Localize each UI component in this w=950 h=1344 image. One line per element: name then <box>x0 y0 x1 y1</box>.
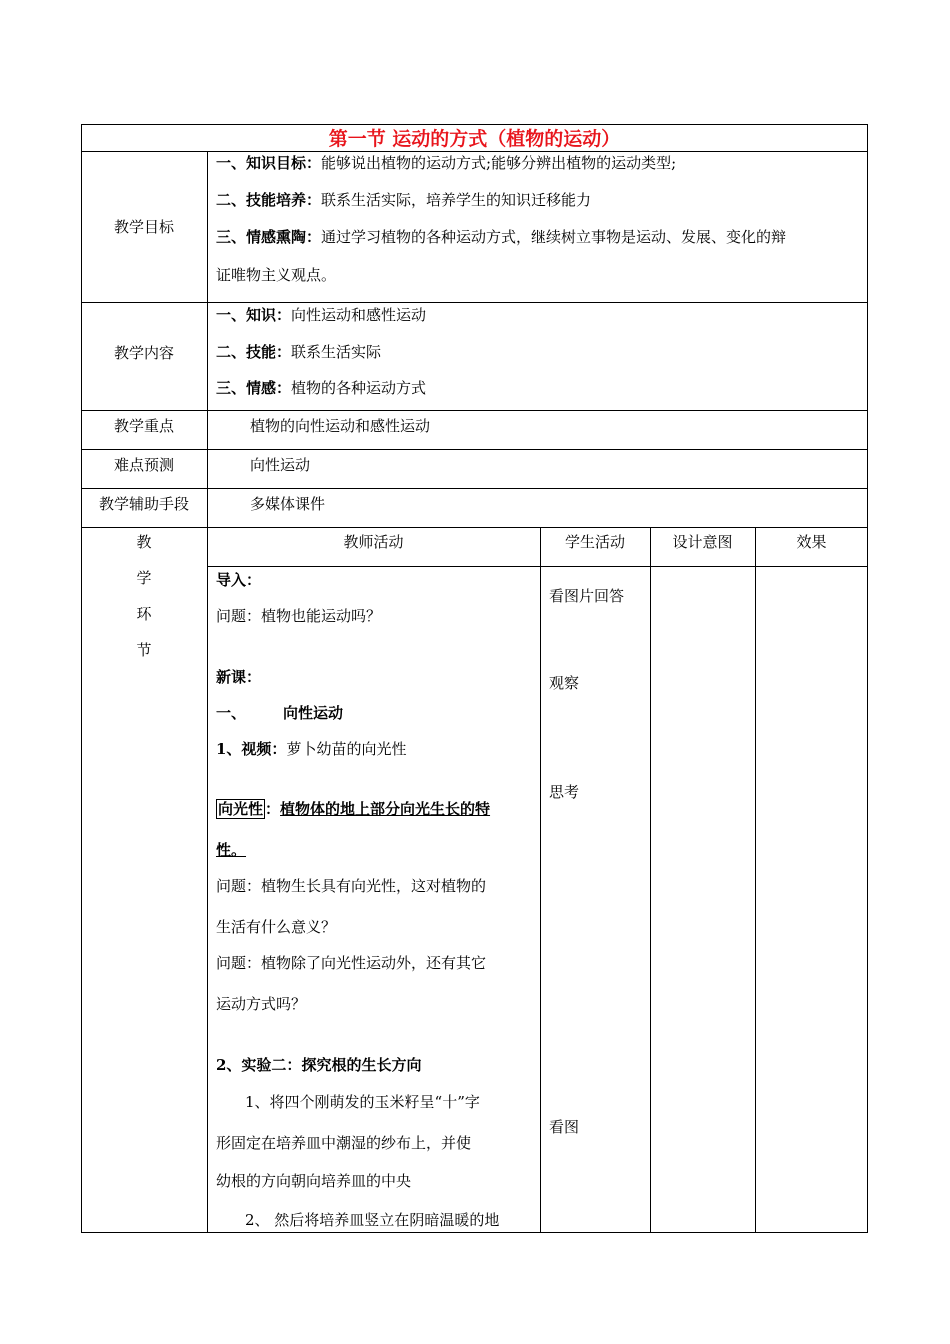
process-label-char: 教 <box>136 533 152 551</box>
content-knowledge-text: 向性运动和感性运动 <box>291 306 427 324</box>
objective-emotion-head: 三、情感熏陶： <box>216 228 322 246</box>
lesson-plan-table <box>81 124 868 1233</box>
row-divider <box>81 527 868 528</box>
process-label-char: 环 <box>136 605 152 623</box>
page-title: 第一节 运动的方式（植物的运动） <box>328 128 621 150</box>
column-divider <box>540 527 541 1233</box>
row-divider <box>81 449 868 450</box>
row-divider <box>81 302 868 303</box>
objective-skill-head: 二、技能培养： <box>216 191 322 209</box>
objective-skill <box>216 190 591 210</box>
objective-knowledge-head: 一、知识目标： <box>216 154 322 172</box>
content-skill-head: 二、技能： <box>216 343 292 361</box>
student-activity: 看图 <box>549 1118 580 1136</box>
student-activity: 观察 <box>549 674 580 692</box>
content-emotion-head: 三、情感： <box>216 379 292 397</box>
objective-emotion-text: 通过学习植物的各种运动方式，继续树立事物是运动、发展、变化的辩 <box>321 228 787 246</box>
content-skill-text: 联系生活实际 <box>291 343 382 361</box>
effect-header: 效果 <box>796 533 827 551</box>
column-divider <box>207 151 208 1233</box>
aids-label: 教学辅助手段 <box>98 495 189 513</box>
definition-term: 向光性 <box>218 800 264 818</box>
objective-skill-text: 联系生活实际，培养学生的知识迁移能力 <box>321 191 592 209</box>
content-skill <box>216 342 381 362</box>
experiment-heading: 2、实验二：探究根的生长方向 <box>216 1056 422 1074</box>
content-emotion-text: 植物的各种运动方式 <box>291 379 427 397</box>
content-emotion <box>216 378 426 398</box>
aids-value: 多媒体课件 <box>250 495 326 513</box>
student-activity-header: 学生活动 <box>564 533 625 551</box>
student-activity: 思考 <box>549 783 580 801</box>
objective-knowledge <box>216 153 676 173</box>
teacher-activity-header: 教师活动 <box>343 533 404 551</box>
question-line: 运动方式吗？ <box>216 995 307 1013</box>
process-label-char: 学 <box>136 569 152 587</box>
objectives-label: 教学目标 <box>113 218 174 236</box>
question-line: 问题：植物生长具有向光性，这对植物的 <box>216 877 487 895</box>
objective-emotion-continued: 证唯物主义观点。 <box>216 266 337 284</box>
key-point-label: 教学重点 <box>113 417 174 435</box>
video-line <box>216 739 406 759</box>
process-label-char: 节 <box>136 641 152 659</box>
section-number: 一、 <box>216 704 247 722</box>
key-point-value: 植物的向性运动和感性运动 <box>250 417 431 435</box>
question-line: 生活有什么意义？ <box>216 918 337 936</box>
content-knowledge-head: 一、知识： <box>216 306 292 324</box>
definition-text: 植物体的地上部分向光生长的特 <box>280 800 491 818</box>
content-knowledge <box>216 305 426 325</box>
intro-heading: 导入： <box>216 571 262 589</box>
design-intent-header: 设计意图 <box>672 533 733 551</box>
section-title: 向性运动 <box>283 704 344 722</box>
objective-emotion <box>216 227 786 247</box>
row-divider <box>81 151 868 152</box>
row-divider <box>81 488 868 489</box>
experiment-step: 幼根的方向朝向培养皿的中央 <box>216 1172 412 1190</box>
experiment-step: 2、 然后将培养皿竖立在阴暗温暖的地 <box>245 1211 500 1229</box>
question-line: 问题：植物除了向光性运动外，还有其它 <box>216 954 487 972</box>
definition-colon: ： <box>265 800 281 818</box>
difficulty-label: 难点预测 <box>113 456 174 474</box>
column-divider <box>650 527 651 1233</box>
objective-knowledge-text: 能够说出植物的运动方式;能够分辨出植物的运动类型; <box>321 154 677 172</box>
intro-question: 问题：植物也能运动吗？ <box>216 607 382 625</box>
video-heading: 1、视频： <box>216 740 287 758</box>
experiment-step: 形固定在培养皿中潮湿的纱布上，并使 <box>216 1134 472 1152</box>
row-divider <box>207 566 868 567</box>
experiment-step: 1、将四个刚萌发的玉米籽呈“十”字 <box>245 1093 480 1111</box>
definition-line <box>216 799 490 819</box>
difficulty-value: 向性运动 <box>250 456 311 474</box>
new-lesson-heading: 新课： <box>216 668 262 686</box>
row-divider <box>81 410 868 411</box>
definition-text-continued: 性。 <box>216 841 247 859</box>
video-text: 萝卜幼苗的向光性 <box>286 740 407 758</box>
content-label: 教学内容 <box>113 344 174 362</box>
student-activity: 看图片回答 <box>549 587 625 605</box>
column-divider <box>755 527 756 1233</box>
